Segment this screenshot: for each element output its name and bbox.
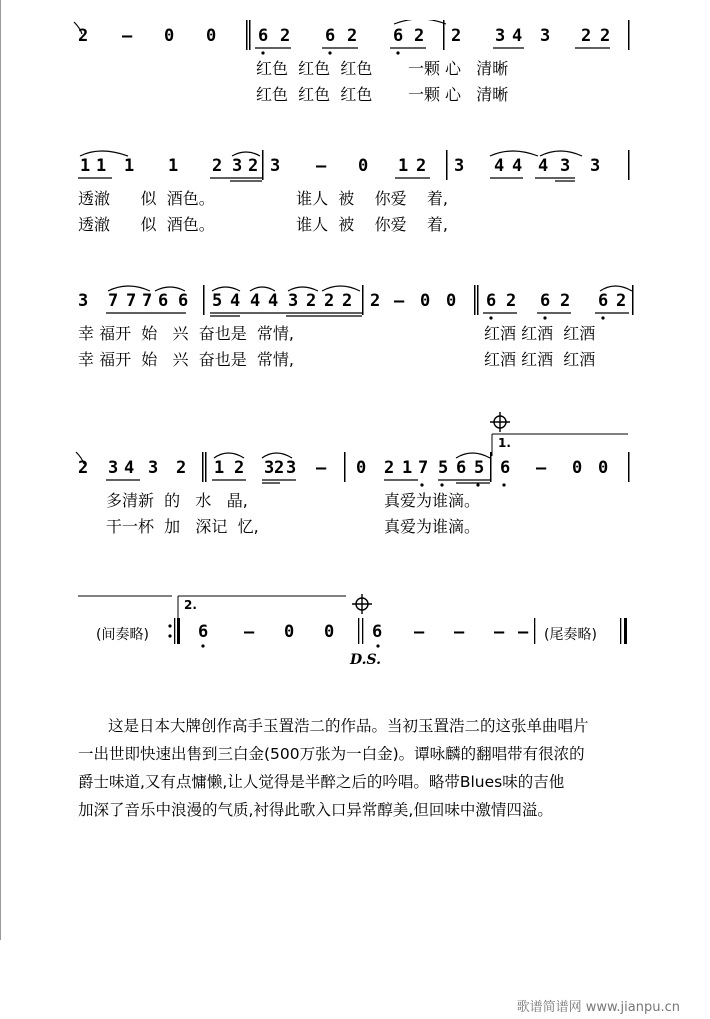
- note: 1: [124, 156, 135, 176]
- note: 2: [600, 26, 611, 46]
- lyric-verse-1: 幸 福开 始 兴 奋也是 常情,: [78, 324, 294, 343]
- ds-marking: D.S.: [350, 652, 382, 668]
- lyric-verse-1-end: 红酒 红酒 红酒: [484, 324, 596, 343]
- lyric-verse-2: 红色 红色 红色 一颗 心 清晰: [256, 85, 509, 104]
- note: 6: [258, 26, 269, 46]
- note: 3: [590, 156, 601, 176]
- note: 3: [232, 156, 243, 176]
- note: 2: [384, 458, 395, 478]
- note: 5: [438, 458, 449, 478]
- description-line: 爵士味道,又有点慵懒,让人觉得是半醉之后的吟唱。略带Blues味的吉他: [78, 773, 565, 791]
- note: 4: [512, 26, 523, 46]
- note: –: [494, 622, 505, 642]
- note: 7: [108, 291, 119, 311]
- note: 1: [96, 156, 107, 176]
- note: 7: [126, 291, 137, 311]
- note: 2: [78, 26, 89, 46]
- note: 4: [538, 156, 549, 176]
- volta-1-label: 1.: [498, 436, 511, 450]
- note: 6: [456, 458, 467, 478]
- note: 2: [581, 26, 592, 46]
- note: –: [518, 622, 529, 642]
- note: –: [316, 458, 327, 478]
- note: 3: [540, 26, 551, 46]
- note: 6: [540, 291, 551, 311]
- note: 6: [198, 622, 209, 642]
- note: –: [244, 622, 255, 642]
- note: 2: [234, 458, 245, 478]
- note: 2: [324, 291, 335, 311]
- lyric-verse-2-end: 真爱为谁滴。: [384, 517, 481, 536]
- note: 3: [560, 156, 571, 176]
- watermark: 歌谱简谱网 www.jianpu.cn: [516, 1000, 680, 1015]
- note: 2: [274, 458, 285, 478]
- lyric-verse-1-end: 真爱为谁滴。: [384, 491, 481, 510]
- note: 2: [560, 291, 571, 311]
- note: 2: [416, 156, 427, 176]
- description-paragraph: [78, 712, 638, 824]
- note: 7: [142, 291, 153, 311]
- lyric-verse-1: 多清新 的 水 晶,: [106, 491, 248, 510]
- note: 0: [358, 156, 369, 176]
- note: 4: [124, 458, 135, 478]
- note: 2: [212, 156, 223, 176]
- note: 4: [230, 291, 241, 311]
- note: 2: [414, 26, 425, 46]
- note: 0: [164, 26, 175, 46]
- note: 0: [324, 622, 335, 642]
- note: 7: [418, 458, 429, 478]
- note: 2: [506, 291, 517, 311]
- note: 6: [178, 291, 189, 311]
- note: 4: [268, 291, 279, 311]
- note: 0: [284, 622, 295, 642]
- note: 6: [393, 26, 404, 46]
- note: 6: [486, 291, 497, 311]
- note: 5: [212, 291, 223, 311]
- note: 2: [78, 458, 89, 478]
- lyric-verse-2: 干一杯 加 深记 忆,: [106, 517, 259, 536]
- description-line: 这是日本大牌创作高手玉置浩二的作品。当初玉置浩二的这张单曲唱片: [108, 717, 589, 735]
- note: 0: [356, 458, 367, 478]
- note: 2: [616, 291, 627, 311]
- note: 2: [176, 458, 187, 478]
- note: 6: [500, 458, 511, 478]
- note: 5: [474, 458, 485, 478]
- note: 3: [286, 458, 297, 478]
- description-line: 加深了音乐中浪漫的气质,衬得此歌入口异常醇美,但回味中激情四溢。: [78, 801, 553, 819]
- note: 0: [206, 26, 217, 46]
- note: 2: [451, 26, 462, 46]
- interlude-label: (间奏略): [96, 627, 149, 643]
- lyric-verse-2: 透澈 似 酒色。 谁人 被 你爱 着,: [78, 215, 449, 234]
- note: 0: [420, 291, 431, 311]
- note: 2: [248, 156, 259, 176]
- lyric-verse-1: 红色 红色 红色 一颗 心 清晰: [256, 59, 509, 78]
- note: 3: [148, 458, 159, 478]
- note: 1: [398, 156, 409, 176]
- note: 0: [598, 458, 609, 478]
- note: 4: [494, 156, 505, 176]
- note: 1: [168, 156, 179, 176]
- note: –: [536, 458, 547, 478]
- note: 2: [370, 291, 381, 311]
- note: 2: [280, 26, 291, 46]
- note: 3: [495, 26, 506, 46]
- note: 2: [306, 291, 317, 311]
- note: 1: [214, 458, 225, 478]
- note: –: [454, 622, 465, 642]
- volta-2-label: 2.: [184, 598, 197, 612]
- note: 4: [250, 291, 261, 311]
- note: 3: [270, 156, 281, 176]
- note: 2: [347, 26, 358, 46]
- note: 3: [288, 291, 299, 311]
- note: 6: [325, 26, 336, 46]
- note: 1: [80, 156, 91, 176]
- note: –: [414, 622, 425, 642]
- note: –: [316, 156, 327, 176]
- lyric-verse-2-end: 红酒 红酒 红酒: [484, 350, 596, 369]
- outro-label: (尾奏略): [544, 627, 597, 643]
- note: 6: [158, 291, 169, 311]
- note: 3: [78, 291, 89, 311]
- note: 3: [108, 458, 119, 478]
- lyric-verse-2: 幸 福开 始 兴 奋也是 常情,: [78, 350, 294, 369]
- note: 0: [572, 458, 583, 478]
- lyric-verse-1: 透澈 似 酒色。 谁人 被 你爱 着,: [78, 189, 449, 208]
- note: 3: [454, 156, 465, 176]
- note: 3: [264, 458, 275, 478]
- note: 1: [402, 458, 413, 478]
- note: 2: [342, 291, 353, 311]
- note: 6: [372, 622, 383, 642]
- note: –: [394, 291, 405, 311]
- note: 4: [512, 156, 523, 176]
- note: 0: [446, 291, 457, 311]
- note: –: [122, 26, 133, 46]
- note: 6: [598, 291, 609, 311]
- description-line: 一出世即快速出售到三白金(500万张为一白金)。谭咏麟的翻唱带有很浓的: [78, 745, 585, 763]
